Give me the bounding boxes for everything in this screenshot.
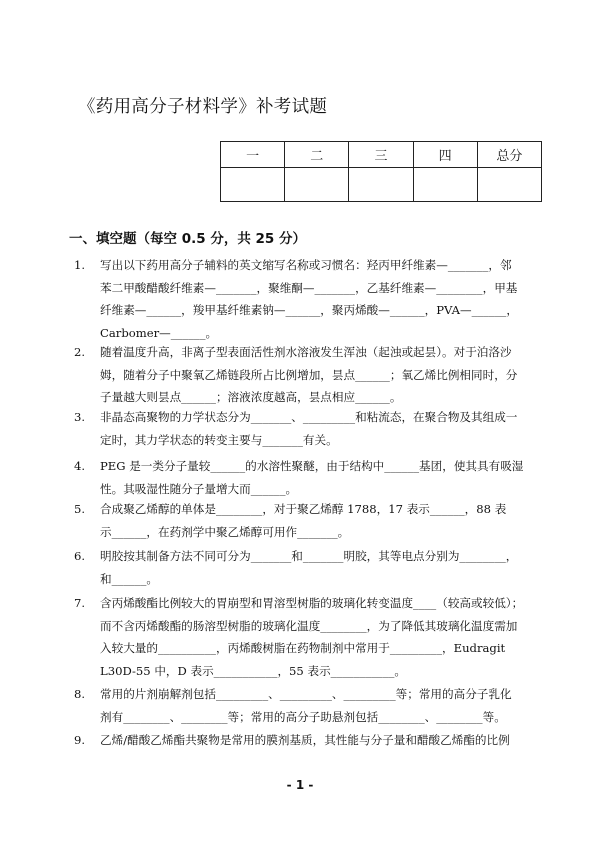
score-header-1: 一 bbox=[221, 142, 285, 168]
section-heading: 一、填空题（每空 0.5 分，共 25 分） bbox=[69, 231, 307, 247]
question-line: 纤维素—______，羧甲基纤维素钠—______，聚丙烯酸—______，PVA—______， bbox=[100, 303, 518, 317]
question-number: 2. bbox=[74, 345, 86, 359]
question-line: PEG 是一类分子量较______的水溶性聚醚，由于结构中______基团，使其具有吸湿 bbox=[100, 459, 524, 473]
page-title: 《药用高分子材料学》补考试题 bbox=[78, 97, 328, 117]
score-cell-total bbox=[477, 168, 541, 202]
question-number: 5. bbox=[74, 502, 86, 516]
question-item bbox=[74, 592, 540, 682]
question-text bbox=[100, 545, 540, 590]
question-line: 示______，在药剂学中聚乙烯醇可用作_______。 bbox=[100, 524, 350, 539]
question-line: 剂有________、________等；常用的高分子助悬剂包括________、________等。 bbox=[100, 709, 506, 724]
question-number: 1. bbox=[74, 258, 86, 272]
question-line: 非晶态高聚物的力学状态分为_______、_________和粘流态，在聚合物及其组成一 bbox=[100, 410, 518, 424]
question-text bbox=[100, 254, 540, 344]
question-line: 合成聚乙烯醇的单体是________，对于聚乙烯醇 1788，17 表示______，88 表 bbox=[100, 502, 507, 516]
score-header-3: 三 bbox=[349, 142, 413, 168]
question-line: 子量越大则昙点______；溶液浓度越高，昙点相应______。 bbox=[100, 390, 402, 404]
question-item bbox=[74, 341, 540, 409]
question-text bbox=[100, 455, 540, 500]
question-number: 6. bbox=[74, 549, 86, 563]
question-item bbox=[74, 455, 540, 500]
question-line: 入较大量的__________，丙烯酸树脂在药物制剂中常用于_________，Eudragit bbox=[100, 641, 506, 655]
question-number: 7. bbox=[74, 596, 86, 610]
score-cell-1 bbox=[221, 168, 285, 202]
question-line: 定时，其力学状态的转变主要与_______有关。 bbox=[100, 432, 338, 447]
question-line: 随着温度升高，非离子型表面活性剂水溶液发生浑浊（起浊或起昙）。对于泊洛沙 bbox=[100, 345, 512, 359]
question-text bbox=[100, 498, 540, 543]
score-header-2: 二 bbox=[285, 142, 349, 168]
score-header-total: 总分 bbox=[477, 142, 541, 168]
question-line: L30D-55 中，D 表示___________，55 表示___________。 bbox=[100, 663, 407, 678]
question-line: 含丙烯酸酯比例较大的胃崩型和胃溶型树脂的玻璃化转变温度____（较高或较低）； bbox=[100, 596, 524, 610]
question-item bbox=[74, 498, 540, 543]
question-number: 8. bbox=[74, 687, 86, 701]
question-line: 姆，随着分子中聚氧乙烯链段所占比例增加，昙点______；氧乙烯比例相同时，分 bbox=[100, 367, 518, 382]
score-table-header-row bbox=[221, 142, 542, 168]
question-item bbox=[74, 545, 540, 590]
question-line: 明胶按其制备方法不同可分为_______和_______明胶，其等电点分别为________， bbox=[100, 549, 518, 563]
question-line: 苯二甲酸醋酸纤维素—_______，聚维酮—_______，乙基纤维素—________，甲基 bbox=[100, 280, 518, 295]
question-item bbox=[74, 254, 540, 344]
question-number: 9. bbox=[74, 733, 86, 747]
question-line: 写出以下药用高分子辅料的英文缩写名称或习惯名：羟丙甲纤维素—_______，邻 bbox=[100, 258, 512, 272]
question-item bbox=[74, 406, 540, 451]
page-number: - 1 - bbox=[286, 778, 314, 792]
question-line: 而不含丙烯酸酯的肠溶型树脂的玻璃化温度________，为了降低其玻璃化温度需加 bbox=[100, 618, 518, 633]
score-table bbox=[220, 141, 542, 202]
score-cell-4 bbox=[413, 168, 477, 202]
question-item bbox=[74, 729, 540, 752]
question-text bbox=[100, 406, 540, 451]
question-number: 3. bbox=[74, 410, 86, 424]
question-line: Carbomer—______。 bbox=[100, 325, 218, 340]
question-line: 乙烯/醋酸乙烯酯共聚物是常用的膜剂基质，其性能与分子量和醋酸乙烯酯的比例 bbox=[100, 733, 510, 747]
score-table-value-row bbox=[221, 168, 542, 202]
question-line: 常用的片剂崩解剂包括_________、_________、_________等；常用的高分子乳化 bbox=[100, 687, 512, 701]
question-line: 性。其吸湿性随分子量增大而______。 bbox=[100, 481, 298, 496]
score-cell-3 bbox=[349, 168, 413, 202]
question-line: 和______。 bbox=[100, 571, 158, 586]
question-number: 4. bbox=[74, 459, 86, 473]
question-text bbox=[100, 341, 540, 409]
question-text bbox=[100, 683, 540, 728]
question-text bbox=[100, 729, 540, 752]
score-header-4: 四 bbox=[413, 142, 477, 168]
question-text bbox=[100, 592, 540, 682]
score-cell-2 bbox=[285, 168, 349, 202]
question-item bbox=[74, 683, 540, 728]
